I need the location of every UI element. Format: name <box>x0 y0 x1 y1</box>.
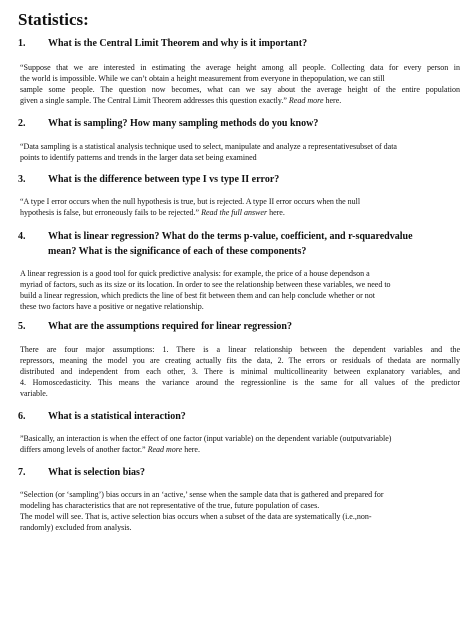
answer-line: differs among levels of another factor.” <box>20 445 146 454</box>
answer-line: “Data sampling is a statistical analysis technique used to select, manipulate and analyze a representativesubset of data <box>20 142 397 151</box>
question-text: What is the difference between type I vs type II error? <box>48 174 280 185</box>
answer-line: ”Basically, an interaction is when the effect of one factor (input variable) on the dependent variable (outputvariable) <box>20 434 392 443</box>
answer-2 <box>20 141 460 163</box>
answer-line: myriad of factors, such as its size or its location. In order to see the relationship between these variables, we need to <box>20 280 391 289</box>
question-text: What is the Central Limit Theorem and why is it important? <box>48 38 308 49</box>
answer-3 <box>20 196 460 218</box>
link-tail: here. <box>267 208 285 217</box>
question-number: 3. <box>18 174 26 185</box>
question-number: 4. <box>18 231 26 242</box>
answer-7 <box>20 489 460 533</box>
answer-line: distributed and independent from each other, 3. There is minimal multicollinearity between explanatory variables, and <box>20 367 460 376</box>
answer-line: given a single sample. The Central Limit Theorem addresses this question exactly.” <box>20 96 287 105</box>
answer-line: “Selection (or ‘sampling’) bias occurs in an ‘active,’ sense when the sample data that is gathered and prepared for <box>20 490 384 499</box>
question-text: What is a statistical interaction? <box>48 411 186 422</box>
question-text: mean? What is the significance of each of these components? <box>48 246 307 257</box>
link-tail: here. <box>323 96 342 105</box>
answer-line: sample some people. The question now becomes, what can we say about the average height of the entire population <box>20 85 460 94</box>
question-number: 6. <box>18 411 26 422</box>
question-text: What is linear regression? What do the terms p-value, coefficient, and r-squaredvalue <box>48 231 413 242</box>
answer-4 <box>20 268 460 312</box>
answer-line: points to identify patterns and trends in the larger data set being examined <box>20 153 257 162</box>
answer-line: these two factors have a positive or negative relationship. <box>20 302 204 311</box>
answer-line: randomly) excluded from analysis. <box>20 523 132 532</box>
answer-line: The model will see. That is, active selection bias occurs when a subset of the data are systematically (i.e.,non- <box>20 512 372 521</box>
question-text: What is selection bias? <box>48 467 145 478</box>
question-text: What is sampling? How many sampling methods do you know? <box>48 118 319 129</box>
answer-line: repressors, meaning the model you are creating actually fits the data, 2. The errors or residuals of thedata are normally <box>20 356 460 365</box>
answer-6 <box>20 433 460 455</box>
answer-line: build a linear regression, which predicts the line of best fit between them and can help conclude whether or not <box>20 291 375 300</box>
answer-line: “Suppose that we are interested in estimating the average height among all people. Collecting data for every person in <box>20 63 460 72</box>
answer-line: 4. Homoscedasticity. This means the variance around the regressionline is the same for all values of the predictor <box>20 378 460 387</box>
answer-5 <box>20 344 460 399</box>
question-number: 2. <box>18 118 26 129</box>
page-title: Statistics: <box>18 10 89 29</box>
answer-line: “A type I error occurs when the null hypothesis is true, but is rejected. A type II error occurs when the null <box>20 197 361 206</box>
link-tail: here. <box>182 445 200 454</box>
answer-line: modeling has characteristics that are not representative of the true, future population of cases. <box>20 501 320 510</box>
answer-1 <box>20 62 460 106</box>
answer-line: the world is impossible. While we can’t obtain a height measurement from everyone in thepopulation, we can still <box>20 74 385 83</box>
question-number: 7. <box>18 467 26 478</box>
question-text: What are the assumptions required for linear regression? <box>48 321 292 332</box>
read-full-answer-link[interactable]: Read the full answer <box>201 208 268 217</box>
answer-line: hypothesis is false, but erroneously fails to be rejected.” <box>20 208 200 217</box>
question-number: 1. <box>18 38 26 49</box>
answer-line: variable. <box>20 389 48 398</box>
read-more-link[interactable]: Read more <box>288 96 324 105</box>
read-more-link[interactable]: Read more <box>147 445 183 454</box>
question-number: 5. <box>18 321 26 332</box>
answer-line: A linear regression is a good tool for quick predictive analysis: for example, the price of a house dependson a <box>20 269 370 278</box>
answer-line: There are four major assumptions: 1. There is a linear relationship between the dependent variables and the <box>20 345 460 354</box>
